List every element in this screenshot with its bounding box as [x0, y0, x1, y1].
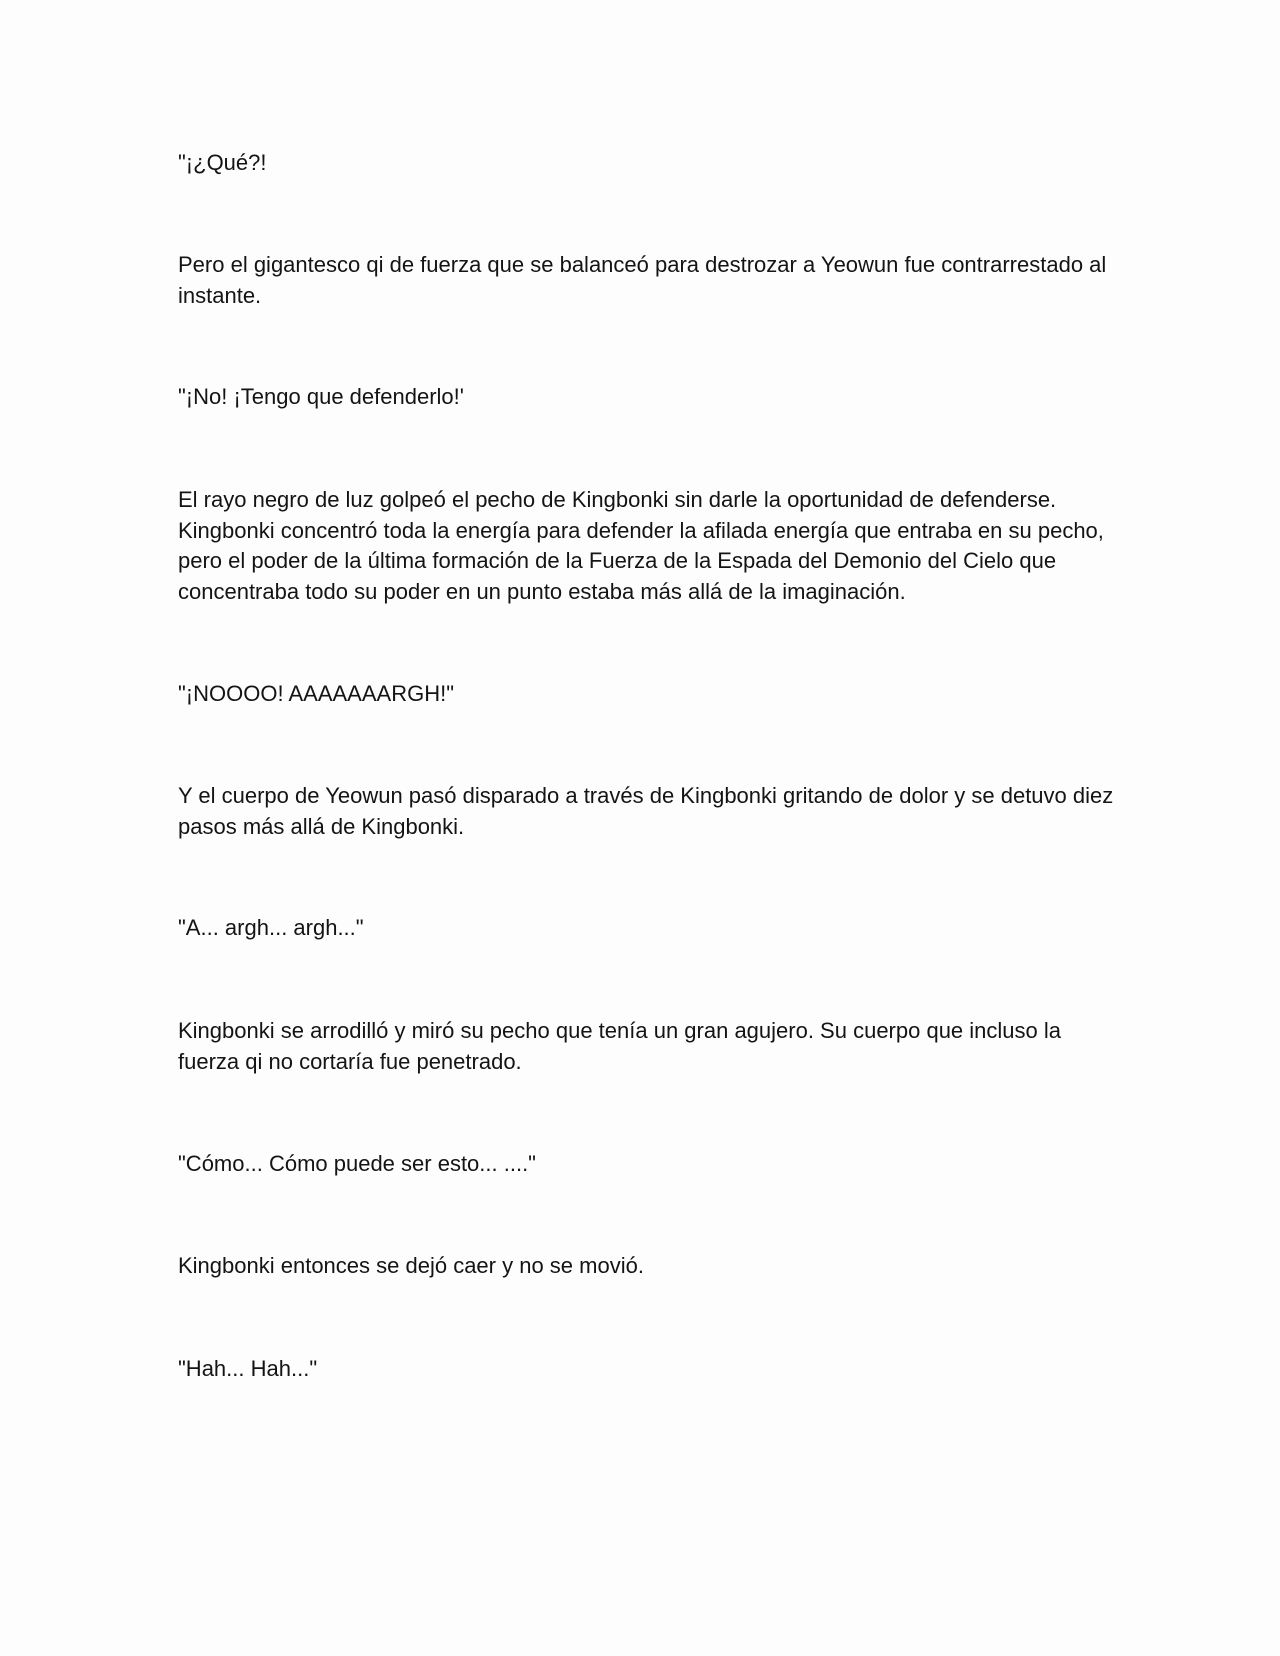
dialogue-line: "¡¿Qué?! [178, 150, 267, 175]
narration-paragraph: Y el cuerpo de Yeowun pasó disparado a través de Kingbonki gritando de dolor y se detuvo diez pasos más allá de Kingbonki. [178, 783, 1114, 839]
dialogue-line: "Cómo... Cómo puede ser esto... ...." [178, 1151, 536, 1176]
dialogue-line: "¡No! ¡Tengo que defenderlo!' [178, 384, 464, 409]
narration-paragraph: El rayo negro de luz golpeó el pecho de Kingbonki sin darle la oportunidad de defenderse. Kingbonki concentró toda la energía para defender la afilada energía que entraba en su pecho, pero el poder de la última formación de la Fuerza de la Espada del Demonio del Cielo que concentraba todo su poder en un punto estaba más allá de la imaginación. [178, 487, 1104, 604]
dialogue-line: "A... argh... argh..." [178, 915, 364, 940]
dialogue-line: "Hah... Hah..." [178, 1356, 318, 1381]
narration-paragraph: Kingbonki se arrodilló y miró su pecho que tenía un gran agujero. Su cuerpo que incluso la fuerza qi no cortaría fue penetrado. [178, 1018, 1061, 1074]
dialogue-line: "¡NOOOO! AAAAAAARGH!" [178, 681, 455, 706]
narration-paragraph: Kingbonki entonces se dejó caer y no se movió. [178, 1253, 644, 1278]
narration-paragraph: Pero el gigantesco qi de fuerza que se balanceó para destrozar a Yeowun fue contrarrestado al instante. [178, 252, 1107, 308]
